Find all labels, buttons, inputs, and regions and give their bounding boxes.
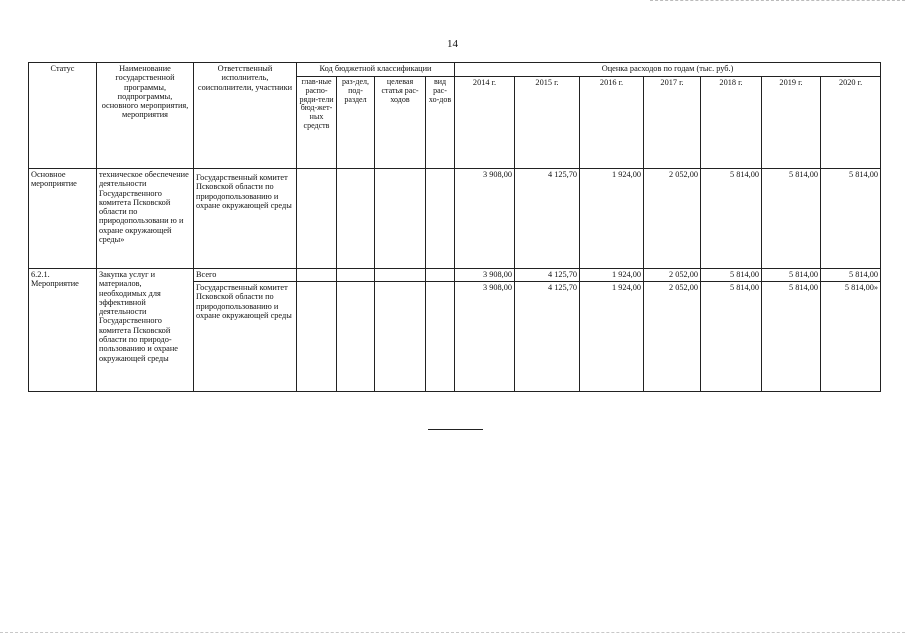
row-code-cell <box>297 169 337 269</box>
budget-table <box>28 62 881 392</box>
row-code-cell <box>426 169 455 269</box>
header-section: раз-дел, под-раздел <box>337 77 375 169</box>
row-value-2018: 5 814,00 <box>701 282 762 392</box>
row-status: 6.2.1. Мероприятие <box>29 269 97 392</box>
header-target-article: целевая статья рас-ходов <box>375 77 426 169</box>
row-code-cell <box>426 269 455 282</box>
row-name: техническое обеспечение деятельности Государственного комитета Псковской области по природопользовани ю и охране окружающей среды» <box>97 169 194 269</box>
row-status: Основное мероприятие <box>29 169 97 269</box>
header-budget-code: Код бюджетной классификации <box>297 63 455 77</box>
row-value-2014: 3 908,00 <box>455 169 515 269</box>
row-code-cell <box>375 169 426 269</box>
row-value-2016: 1 924,00 <box>580 169 644 269</box>
row-code-cell <box>375 282 426 392</box>
row-total-2015: 4 125,70 <box>515 269 580 282</box>
row-value-2014: 3 908,00 <box>455 282 515 392</box>
row-code-cell <box>337 282 375 392</box>
header-year-2015: 2015 г. <box>515 77 580 169</box>
row-name: Закупка услуг и материалов, необходимых для эффективной деятельности Государственного комитета Псковской области по природо-пользованию и охране окружающей среды <box>97 269 194 392</box>
header-year-2014: 2014 г. <box>455 77 515 169</box>
table-row <box>29 169 881 269</box>
row-value-2019: 5 814,00 <box>762 169 821 269</box>
row-code-cell <box>297 269 337 282</box>
row-value-2017: 2 052,00 <box>644 169 701 269</box>
header-expenses: Оценка расходов по годам (тыс. руб.) <box>455 63 881 77</box>
row-code-cell <box>426 282 455 392</box>
row-total-2014: 3 908,00 <box>455 269 515 282</box>
row-responsible: Государственный комитет Псковской области по природопользованию и охране окружающей среды <box>194 169 297 269</box>
header-year-2019: 2019 г. <box>762 77 821 169</box>
header-year-2018: 2018 г. <box>701 77 762 169</box>
scan-artifact-bottom <box>0 632 905 633</box>
header-year-2020: 2020 г. <box>821 77 881 169</box>
row-total-2019: 5 814,00 <box>762 269 821 282</box>
header-status: Статус <box>29 63 97 169</box>
row-responsible: Государственный комитет Псковской области по природопользованию и охране окружающей среды <box>194 282 297 392</box>
row-total-2020: 5 814,00 <box>821 269 881 282</box>
row-code-cell <box>337 169 375 269</box>
header-main-managers: глав-ные распо-ряди-тели бюд-жет-ных средств <box>297 77 337 169</box>
row-total-2017: 2 052,00 <box>644 269 701 282</box>
row-total-label: Всего <box>194 269 297 282</box>
row-value-2015: 4 125,70 <box>515 169 580 269</box>
scan-artifact-top <box>650 0 905 1</box>
row-value-2020: 5 814,00» <box>821 282 881 392</box>
row-code-cell <box>297 282 337 392</box>
closing-rule <box>428 429 483 430</box>
row-value-2018: 5 814,00 <box>701 169 762 269</box>
header-year-2016: 2016 г. <box>580 77 644 169</box>
row-code-cell <box>375 269 426 282</box>
header-expense-type: вид рас-хо-дов <box>426 77 455 169</box>
row-code-cell <box>337 269 375 282</box>
table-row-total <box>29 269 881 282</box>
row-value-2019: 5 814,00 <box>762 282 821 392</box>
page-number: 14 <box>447 38 458 50</box>
header-year-2017: 2017 г. <box>644 77 701 169</box>
row-value-2016: 1 924,00 <box>580 282 644 392</box>
row-value-2017: 2 052,00 <box>644 282 701 392</box>
row-value-2020: 5 814,00 <box>821 169 881 269</box>
row-value-2015: 4 125,70 <box>515 282 580 392</box>
row-total-2018: 5 814,00 <box>701 269 762 282</box>
row-total-2016: 1 924,00 <box>580 269 644 282</box>
header-responsible: Ответственный исполнитель, соисполнители, участники <box>194 63 297 169</box>
header-row-top <box>29 63 881 77</box>
header-name: Наименование государственной программы, подпрограммы, основного мероприятия, мероприятия <box>97 63 194 169</box>
